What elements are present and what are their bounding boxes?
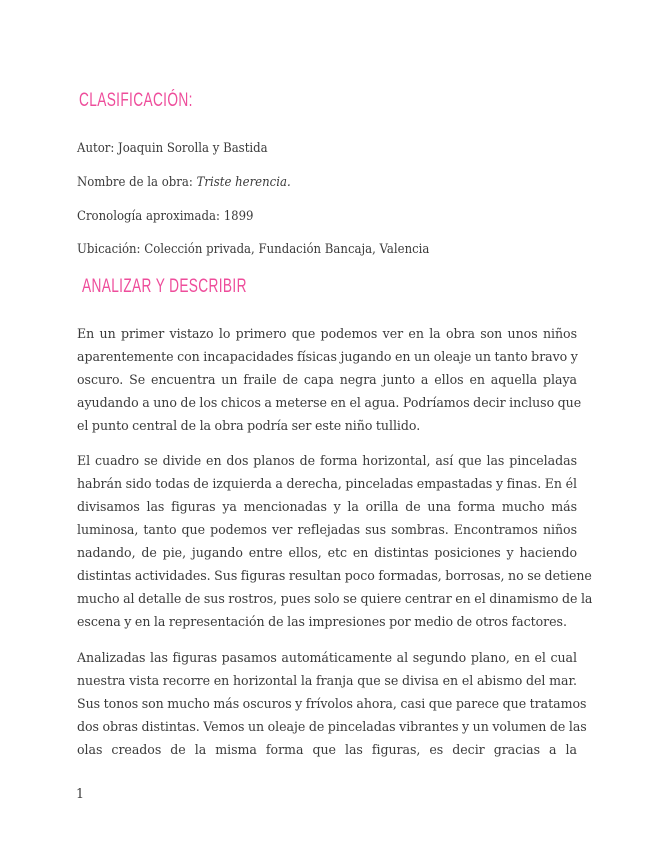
paragraph-line: ayudando a uno de los chicos a meterse en el agua. Podríamos decir incluso que	[77, 395, 582, 410]
location-line	[77, 241, 429, 257]
paragraph-line: dos obras distintas. Vemos un oleaje de pinceladas vibrantes y un volumen de las	[77, 719, 587, 734]
paragraph-line: escena y en la representación de las impresiones por medio de otros factores.	[77, 614, 567, 629]
title-line	[77, 174, 291, 190]
title-value: Triste herencia.	[196, 174, 291, 189]
paragraph-1	[77, 322, 582, 437]
paragraph-line: Sus tonos son mucho más oscuros y frívolos ahora, casi que parece que tratamos	[77, 696, 587, 711]
chronology-line	[77, 208, 254, 224]
location-label: Ubicación:	[77, 241, 141, 256]
paragraph-line: aparentemente con incapacidades físicas jugando en un oleaje un tanto bravo y	[77, 349, 578, 364]
paragraph-line: nadando, de pie, jugando entre ellos, etc en distintas posiciones y haciendo	[77, 545, 577, 560]
paragraph-line: divisamos las figuras ya mencionadas y la orilla de una forma mucho más	[77, 499, 577, 514]
paragraph-line: Analizadas las figuras pasamos automáticamente al segundo plano, en el cual	[77, 650, 577, 665]
paragraph-line: distintas actividades. Sus figuras resultan poco formadas, borrosas, no se detiene	[77, 568, 592, 583]
chronology-label: Cronología aproximada:	[77, 208, 220, 223]
paragraph-line: mucho al detalle de sus rostros, pues solo se quiere centrar en el dinamismo de la	[77, 591, 593, 606]
paragraph-line: nuestra vista recorre en horizontal la franja que se divisa en el abismo del mar.	[77, 673, 577, 688]
chronology-value: 1899	[223, 208, 254, 223]
location-value: Colección privada, Fundación Bancaja, Valencia	[144, 241, 430, 256]
author-value: Joaquin Sorolla y Bastida	[118, 140, 268, 155]
paragraph-3	[77, 646, 587, 761]
paragraph-line: olas creados de la misma forma que las figuras, es decir gracias a la	[77, 742, 577, 757]
paragraph-line: luminosa, tanto que podemos ver reflejadas sus sombras. Encontramos niños	[77, 522, 577, 537]
paragraph-line: habrán sido todas de izquierda a derecha, pinceladas empastadas y finas. En él	[77, 476, 577, 491]
paragraph-line: En un primer vistazo lo primero que podemos ver en la obra son unos niños	[77, 326, 577, 341]
heading-classification: CLASIFICACIÓN:	[79, 90, 193, 111]
author-line	[77, 140, 268, 156]
paragraph-line: el punto central de la obra podría ser este niño tullido.	[77, 418, 421, 433]
page-number: 1	[76, 786, 85, 801]
paragraph-line: El cuadro se divide en dos planos de forma horizontal, así que las pinceladas	[77, 453, 577, 468]
title-label: Nombre de la obra:	[77, 174, 193, 189]
heading-analyze: ANALIZAR Y DESCRIBIR	[82, 276, 247, 297]
author-label: Autor:	[77, 140, 115, 155]
paragraph-line: oscuro. Se encuentra un fraile de capa negra junto a ellos en aquella playa	[77, 372, 577, 387]
paragraph-2	[77, 449, 593, 633]
